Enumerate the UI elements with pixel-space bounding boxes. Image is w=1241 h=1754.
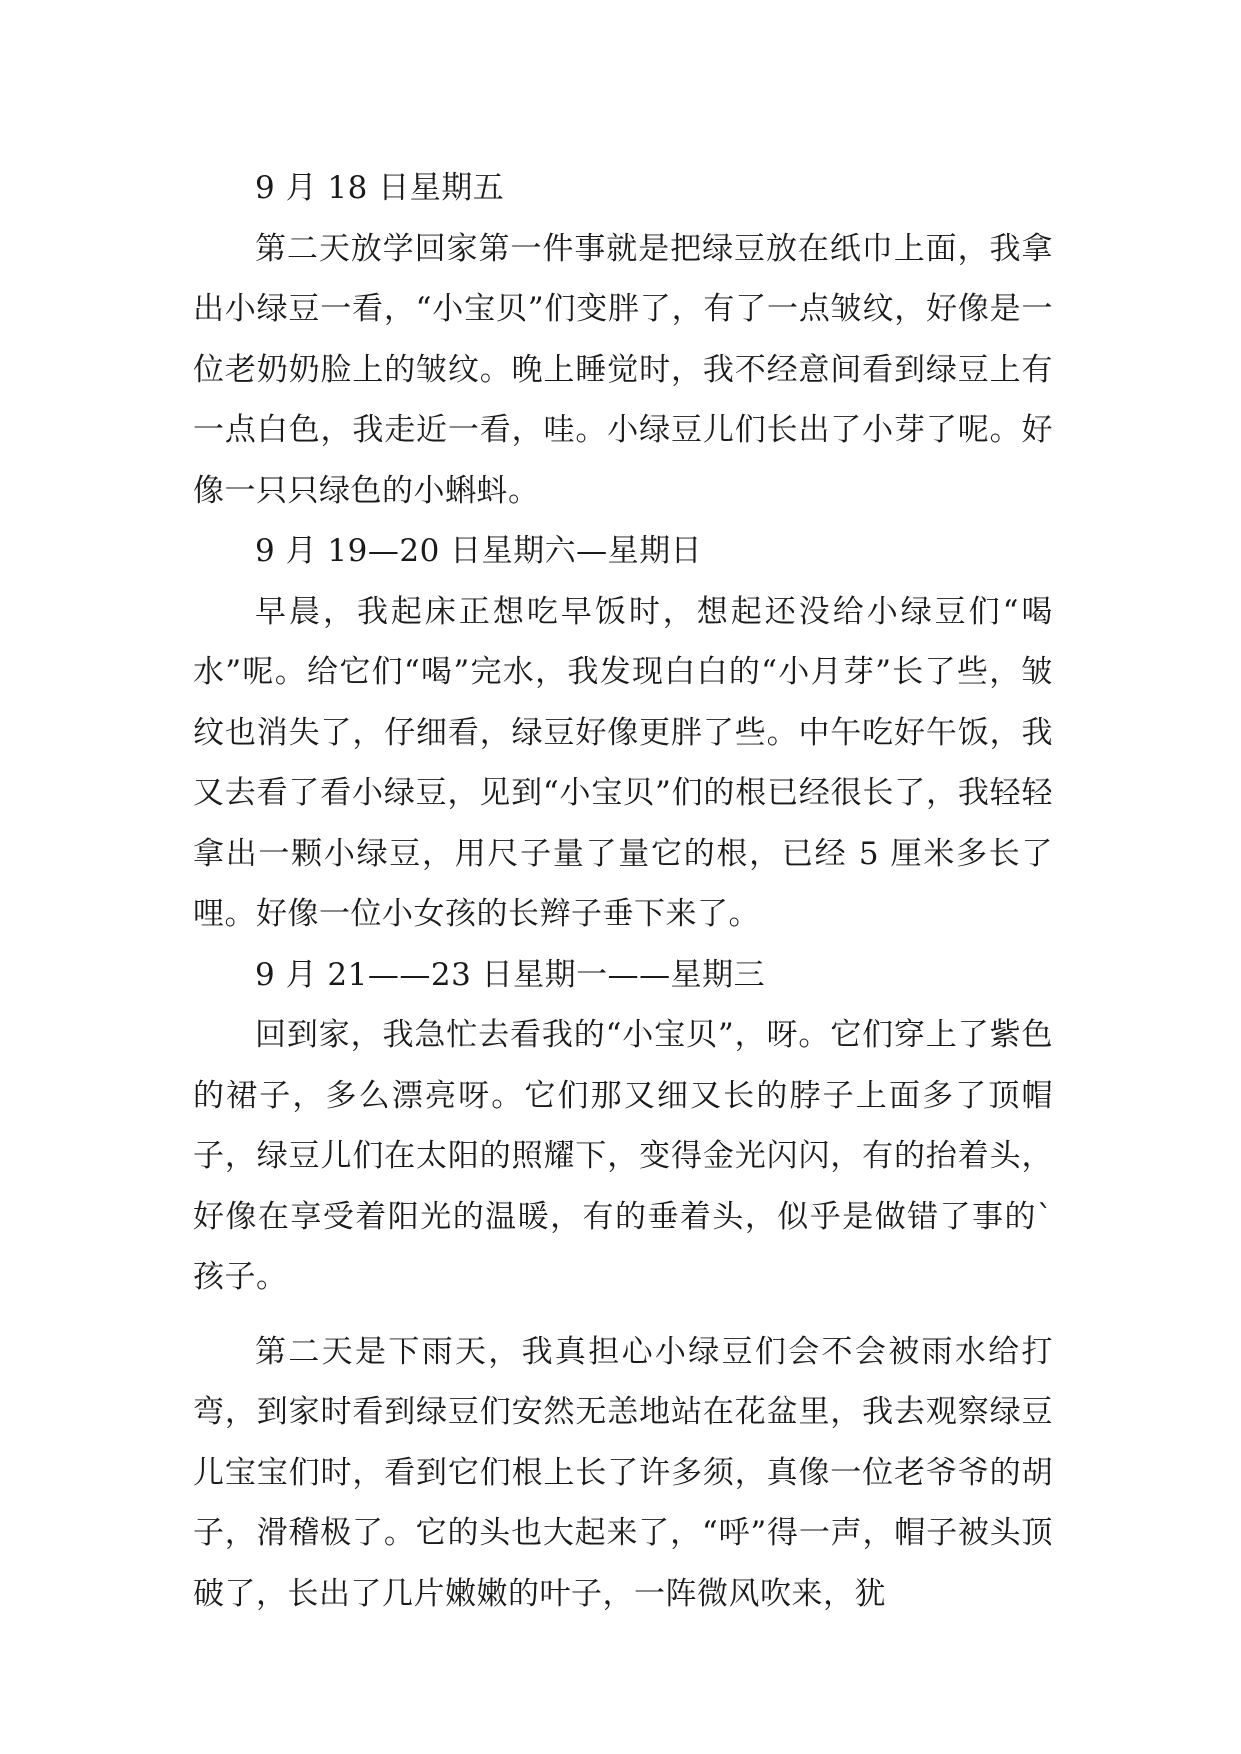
paragraph-sep18-entry: 第二天放学回家第一件事就是把绿豆放在纸巾上面，我拿出小绿豆一看，“小宝贝”们变胖了，有了一点皱纹，好像是一位老奶奶脸上的皱纹。晚上睡觉时，我不经意间看到绿豆上有一点白色，我走近一看，哇。小绿豆儿们长出了小芽了呢。好像一只只绿色的小蝌蚪。 xyxy=(193,230,1053,509)
date-heading-sep18: 9 月 18 日星期五 xyxy=(255,170,505,206)
paragraph-sep21-entry: 回到家，我急忙去看我的“小宝贝”，呀。它们穿上了紫色的裙子，多么漂亮呀。它们那又细又长的脖子上面多了顶帽子，绿豆儿们在太阳的照耀下，变得金光闪闪，有的抬着头，好像在享受着阳光的温暖，有的垂着头，似乎是做错了事的`孩子。 xyxy=(193,1017,1053,1295)
date-heading-sep21-23: 9 月 21——23 日星期一——星期三 xyxy=(255,956,766,993)
paragraph-sep19-20-entry: 早晨，我起床正想吃早饭时，想起还没给小绿豆们“喝水”呢。给它们“喝”完水，我发现白白的“小月芽”长了些，皱纹也消失了，仔细看，绿豆好像更胖了些。中午吃好午饭，我又去看了看小绿豆，见到“小宝贝”们的根已经很长了，我轻轻拿出一颗小绿豆，用尺子量了量它的根，已经 5 厘米多长了哩。好像一位小女孩的长辫子垂下来了。 xyxy=(193,593,1053,932)
date-heading-sep19-20: 9 月 19—20 日星期六—星期日 xyxy=(255,533,703,569)
document-body xyxy=(193,158,1053,1624)
paragraph-second-day-entry: 第二天是下雨天，我真担心小绿豆们会不会被雨水给打弯，到家时看到绿豆们安然无恙地站在花盆里，我去观察绿豆儿宝宝们时，看到它们根上长了许多须，真像一位老爷爷的胡子，滑稽极了。它的头也大起来了，“呼”得一声，帽子被头顶破了，长出了几片嫩嫩的叶子，一阵微风吹来，犹 xyxy=(193,1333,1053,1612)
